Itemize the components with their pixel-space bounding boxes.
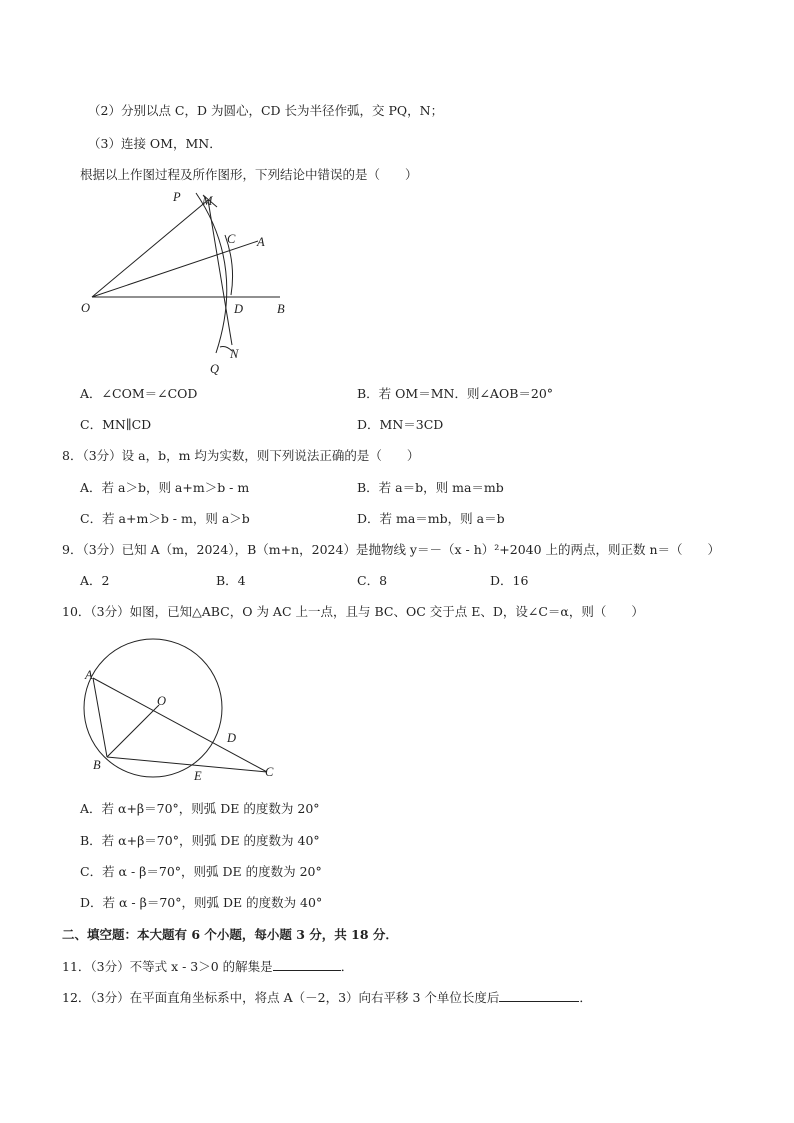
q7-step3: （3）连接 OM，MN． <box>88 136 222 151</box>
q8-option-a[interactable]: A．若 a＞b，则 a+m＞b - m <box>80 480 250 495</box>
fig10-label-C: C <box>265 765 274 779</box>
q10-option-b[interactable]: B．若 α+β＝70°，则弧 DE 的度数为 40° <box>80 833 320 848</box>
q12-line <box>62 988 592 1007</box>
q9-stem: 9．（3分）已知 A（m，2024），B（m+n，2024）是抛物线 y＝－（x - h）²+2040 上的两点，则正数 n＝（ ） <box>62 542 721 557</box>
q11-line <box>62 957 353 976</box>
q7-option-d[interactable]: D．MN＝3CD <box>357 417 444 432</box>
fig7-label-M: M <box>202 194 213 208</box>
q9-option-a[interactable]: A．2 <box>80 573 110 588</box>
q8-option-b[interactable]: B．若 a＝b，则 ma＝mb <box>357 480 504 495</box>
q10-option-c[interactable]: C．若 α - β＝70°，则弧 DE 的度数为 20° <box>80 864 322 879</box>
q10-stem: 10．（3分）如图，已知△ABC，O 为 AC 上一点，且与 BC、OC 交于点 E、D，设∠C＝α，则（ ） <box>62 604 644 619</box>
fig10-label-B: B <box>93 758 101 772</box>
q8-option-d[interactable]: D．若 ma＝mb，则 a＝b <box>357 511 505 526</box>
q7-option-a[interactable]: A．∠COM＝∠COD <box>80 386 198 401</box>
q9-option-d[interactable]: D．16 <box>490 573 529 588</box>
fig7-label-P: P <box>173 190 181 204</box>
fig7-label-O: O <box>81 301 91 315</box>
fig10-label-O: O <box>157 694 167 708</box>
q9-option-c[interactable]: C．8 <box>357 573 388 588</box>
q8-option-c[interactable]: C．若 a+m＞b - m，则 a＞b <box>80 511 250 526</box>
q10-option-a[interactable]: A．若 α+β＝70°，则弧 DE 的度数为 20° <box>80 801 320 816</box>
section-2-heading: 二、填空题：本大题有 6 个小题，每小题 3 分，共 18 分． <box>62 927 398 942</box>
fig7-label-Q: Q <box>210 362 220 375</box>
q7-option-c[interactable]: C．MN∥CD <box>80 417 152 432</box>
q9-option-b[interactable]: B．4 <box>216 573 246 588</box>
fig7-label-B: B <box>277 302 285 316</box>
fig10-label-E: E <box>194 769 202 783</box>
fig7-label-D: D <box>234 302 244 316</box>
q8-stem: 8．（3分）设 a，b，m 均为实数，则下列说法正确的是（ ） <box>62 448 420 463</box>
fig7-label-N: N <box>230 347 239 361</box>
q12-stem: 12．（3分）在平面直角坐标系中，将点 A（－2，3）向右平移 3 个单位长度后 <box>62 990 500 1005</box>
q7-step2: （2）分别以点 C，D 为圆心，CD 长为半径作弧，交 PQ，N； <box>88 103 444 118</box>
q11-answer-blank[interactable] <box>273 957 341 971</box>
fig7-label-A: A <box>257 235 265 249</box>
q7-option-b[interactable]: B．若 OM＝MN．则∠AOB＝20° <box>357 386 554 401</box>
q11-stem: 11．（3分）不等式 x - 3＞0 的解集是 <box>62 959 273 974</box>
q7-figure <box>70 185 310 375</box>
q10-option-d[interactable]: D．若 α - β＝70°，则弧 DE 的度数为 40° <box>80 895 323 910</box>
fig7-label-C: C <box>227 232 236 246</box>
q12-answer-blank[interactable] <box>499 988 579 1002</box>
q11-end: ． <box>340 959 354 974</box>
q7-question: 根据以上作图过程及所作图形，下列结论中错误的是（ ） <box>80 167 418 182</box>
fig10-label-D: D <box>227 731 237 745</box>
q10-figure <box>80 630 290 790</box>
q12-end: ． <box>579 990 592 1005</box>
fig10-label-A: A <box>85 668 93 682</box>
